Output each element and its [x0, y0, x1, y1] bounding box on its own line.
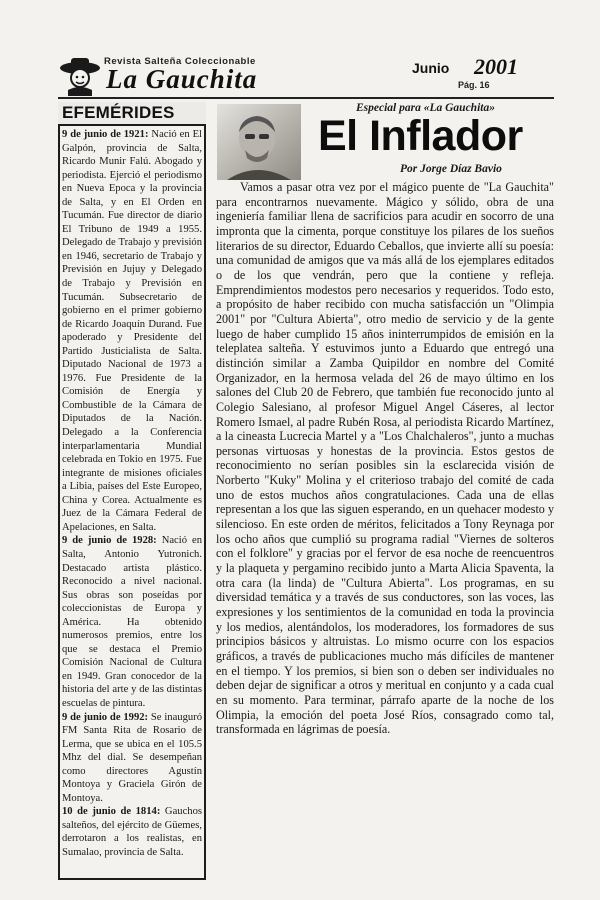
masthead-divider — [58, 97, 554, 99]
efemeride-date: 9 de junio de 1992: — [62, 711, 149, 723]
efemeride-date: 10 de junio de 1814: — [62, 806, 161, 818]
efemeride-entry — [62, 534, 202, 710]
efemeride-text: Nació en El Galpón, provincia de Salta, Ricardo Munir Falú. Abogado y periodista. Ejerció el periodismo en Nueva Epoca y la provincia de Salta, y en El Orden en Tucumán. Fue director de diario El Tribuno de 1949 a 1955. Delegado de Trabajo y previsión en 1946, secretario de Trabajo y Previsión en Jujuy y Delegado de Trabajo y Previsión en Tucumán. Subsecretario de gobierno en el primer gobierno de Ricardo Joaquín Durand. Fue apoderado y Presidente del Partido Justicialista de Salta. Diputado Nacional de 1973 a 1976. Fue Presidente de la Comisión de Energía y Combustible de la Cámara de Diputados de la Nación. Delegado a la Conferencia interparlamentaria Mundial celebrada en Tokio en 1975. Fue integrante de misiones oficiales a Libia, países del Este Europeo, China y Corea. Actualmente es Juez de la Cámara Federal de Apelaciones, en Salta. — [62, 129, 202, 533]
article-byline: Por Jorge Díaz Bavio — [400, 163, 502, 175]
issue-year: 2001 — [474, 54, 518, 79]
efemeride-date: 9 de junio de 1921: — [62, 129, 149, 140]
efemeride-entry — [62, 805, 202, 859]
efemerides-list — [62, 128, 202, 860]
article-body: Vamos a pasar otra vez por el mágico puente de "La Gauchita" para encontrarnos nuevamente. Mágico y sólido, obra de una ingeniería familiar llena de sacrificios para acudir en socorro de una impronta que la cimenta, porque constituye los pilares de los sueños literarios de su director, Eduardo Ceballos, que invierte allí su poesía: una comunidad de amigos que va más allá de los ejemplares editados o de los que vendrán, pero que la contiene y refleja. Emprendimientos modestos pero necesarios y requeridos. Todo esto, a propósito de haber recibido con mucha satisfacción un "Olimpia 2001" por "Cultura Abierta", otro medio de servicio y de la gente luego de haber cumplido 15 años ininterrumpidos de emisión en la teleplatea salteña. Y estuvimos junto a Eduardo que entregó una distinción similar a Zamba Quipildor en nombre del Comité Organizador, en la hermosa velada del 26 de mayo último en los salones del Club 20 de Febrero, que también fue reconocido junto al Colegio Salesiano, al profesor Miguel Angel Cáseres, al lector Romero Ismael, al padre Rubén Rosa, al periodista Ricardo Martínez, a la cineasta Lucrecia Martel y a "Los Chalchaleros", junto a muchas personas virtuosas y honestas de la provincia. Estos gestos de reconocimiento no serían posibles sin la esclarecida visión de Norberto "Kuky" Molina y el criterioso trabajo del comité de cada uno de estos muchos años congratulaciones. Cada una de ellas representan a los que las siguen esperando, en un quehacer modesto y silencioso. En este orden de méritos, felicitados a Tony Reynaga por los ocho años que cumplió su programa radial "Viernes de solteros con el folklore" y gracias por el fervor de esa noche de reencuentros y la plaqueta y pergamino recibido junto a Marta Alicia Spaventa, la otra cara (la linda) de "Cultura Abierta". Los programas, en su diversidad temática y a través de sus conductores, son las voces, las expresiones y los sentimientos de la comunidad en toda la provincia y los medios, alentándolos, los moderadores, los formadores de sus principios básicos y altruistas. Lo mismo ocurre con los espacios gráficos, a través de publicaciones mucho más difíciles de mantener en el tiempo. Y los premios, si bien son o deben ser individuales no deben dejar de significar a otros y meritual en conjunto y a cada cual en su momento. Para terminar, párrafo aparte de la noche de los Olimpia, la emoción del poeta José Ríos, consagrado como tal, transformada en lágrimas de poesía. — [216, 180, 554, 737]
efemeride-text: Nació en Salta, Antonio Yutronich. Destacado artista plástico. Reconocido a nivel nacional. Sus obras son poseídas por coleccionistas de Europa y América. Ha obtenido numerosos premios, entre los que se destaca el Premio Comisión Nacional de Cultura en 1949. Gran conocedor de la historia del arte y de las distintas escuelas de pintura. — [62, 535, 202, 709]
efemerides-header — [58, 102, 206, 126]
magazine-name: La Gauchita — [106, 64, 258, 94]
efemeride-entry — [62, 128, 202, 534]
efemerides-title: EFEMÉRIDES — [62, 103, 175, 122]
gaucho-logo-icon — [58, 54, 102, 98]
article-headline: El Inflador — [318, 112, 523, 160]
efemeride-entry — [62, 711, 202, 806]
efemeride-date: 9 de junio de 1928: — [62, 535, 157, 547]
efemeride-text: Se inauguró FM Santa Rita de Rosario de Lerma, que se ubica en el 105.5 Mhz del dial. Se desempeñan como directores Agustín Montoya y Graciela Girón de Montoya. — [62, 711, 202, 804]
issue-month: Junio — [412, 60, 450, 76]
magazine-kicker: Revista Salteña Coleccionable — [104, 56, 256, 67]
efemeride-text: Gauchos salteños, del ejército de Güemes, derrotaron a los realistas, en Sumalao, provincia de Salta. — [62, 806, 202, 858]
special-for-label: Especial para «La Gauchita» — [356, 102, 495, 114]
author-portrait-photo — [217, 104, 301, 180]
page-number: Pág. 16 — [458, 80, 490, 90]
masthead — [58, 54, 558, 100]
